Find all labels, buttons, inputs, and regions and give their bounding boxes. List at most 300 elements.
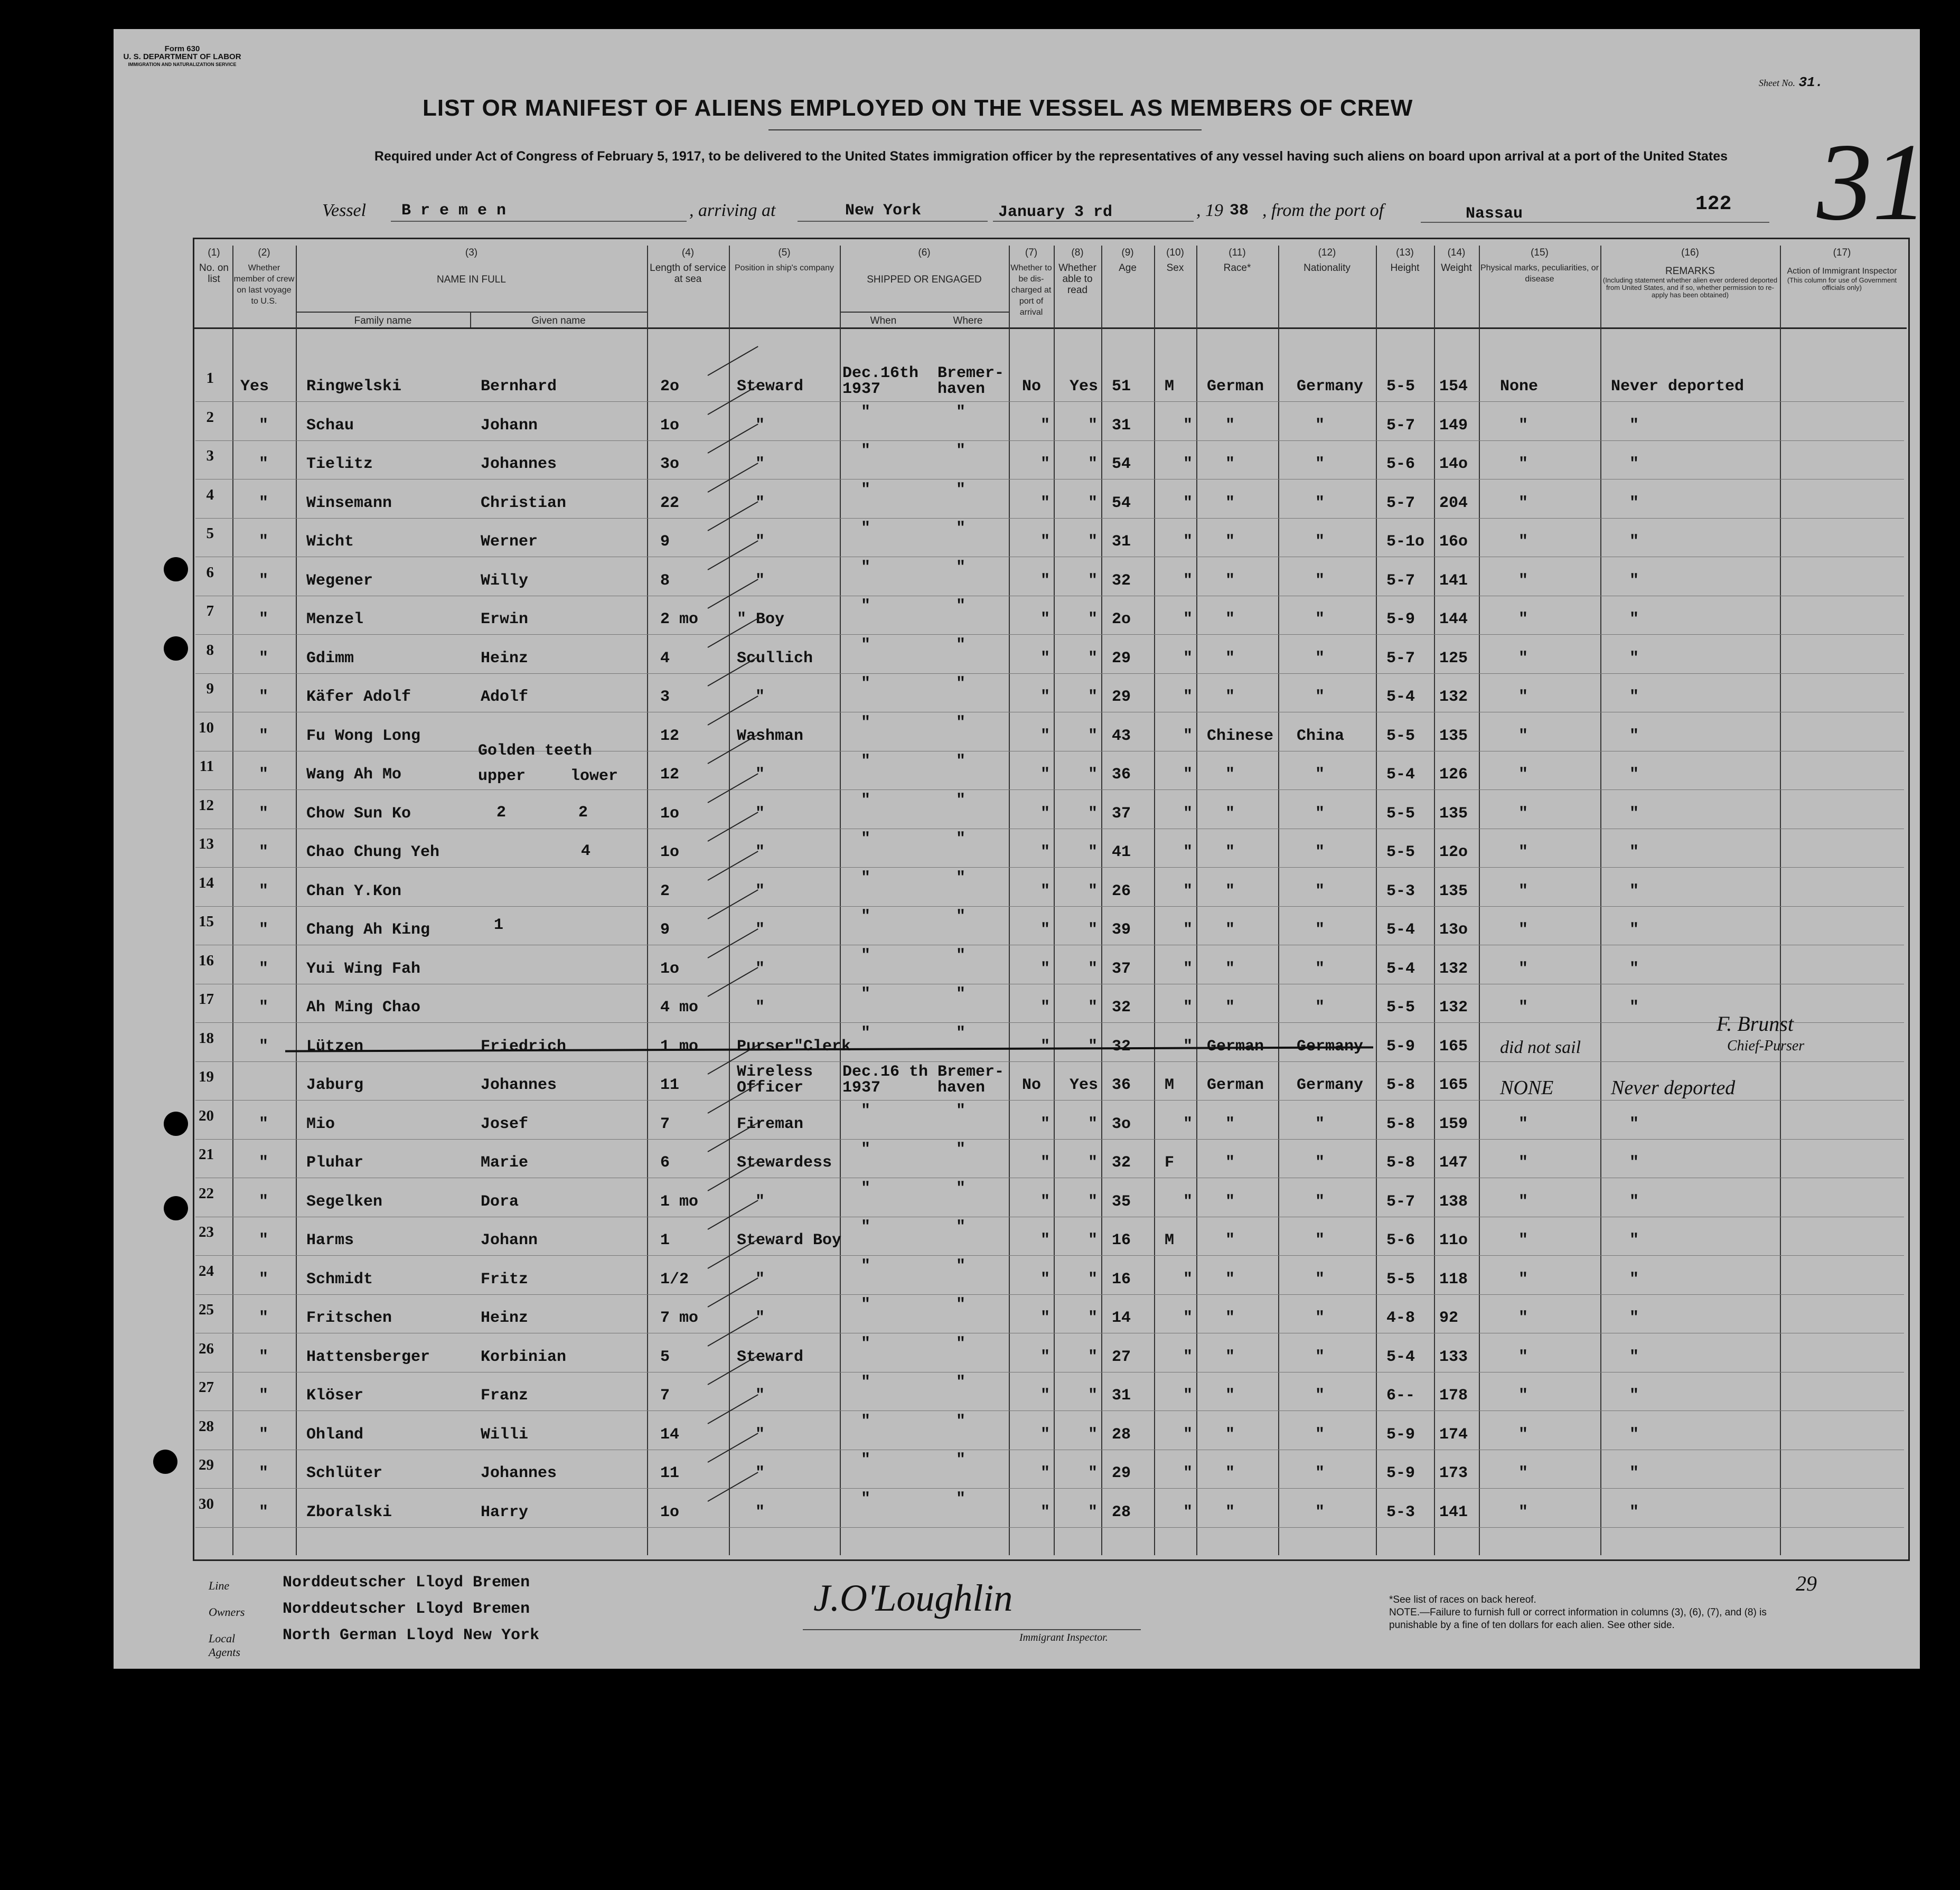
row-number: 29	[199, 1456, 214, 1473]
cell-where: "	[956, 791, 966, 810]
cell-prev: "	[259, 610, 269, 628]
cell-family: Pluhar	[306, 1154, 364, 1172]
row-rule	[195, 789, 1904, 790]
cell-service: 1 mo	[660, 1192, 699, 1211]
column-label: Sex	[1166, 262, 1184, 274]
cell-nationality: "	[1315, 1348, 1325, 1366]
cell-marks: "	[1518, 1309, 1528, 1327]
cell-race: "	[1225, 1192, 1235, 1211]
cell-service: 1o	[660, 843, 680, 861]
cell-race: German	[1207, 1076, 1264, 1094]
cell-marks: "	[1518, 1464, 1528, 1482]
cell-position: "	[755, 533, 765, 551]
cell-when: "	[861, 1024, 871, 1042]
column-header	[1434, 247, 1479, 274]
cell-remarks: "	[1629, 727, 1639, 745]
column-label: Nationality	[1303, 262, 1351, 274]
cell-race: "	[1225, 1309, 1235, 1327]
races-note: *See list of races on back hereof.	[1389, 1594, 1536, 1605]
cell-sex: "	[1183, 1387, 1193, 1405]
cell-height: 5-4	[1386, 688, 1415, 706]
cell-position: "	[755, 1503, 765, 1521]
cell-sex: "	[1183, 1270, 1193, 1289]
cell-when: "	[861, 636, 871, 654]
cell-nationality: "	[1315, 960, 1325, 978]
cell-when: "	[861, 520, 871, 538]
row-rule	[195, 1527, 1904, 1528]
column-subheader: Given name	[531, 315, 586, 326]
cell-height: 6--	[1386, 1387, 1415, 1405]
cell-prev: "	[259, 727, 269, 745]
cell-race: "	[1225, 1425, 1235, 1444]
cell-race: "	[1225, 1503, 1235, 1521]
cell-where: "	[956, 675, 966, 693]
cell-discharge: "	[1040, 455, 1051, 473]
teeth-note-title: Golden teeth	[478, 742, 593, 760]
cell-position: Steward	[737, 378, 804, 396]
cell-weight: 141	[1439, 571, 1468, 590]
cell-prev: "	[259, 1464, 269, 1482]
column-number: (11)	[1228, 247, 1246, 258]
cell-nationality: "	[1315, 494, 1325, 512]
cell-where: "	[956, 597, 966, 615]
cell-race: Chinese	[1207, 727, 1274, 745]
cell-remarks: Never deported	[1611, 378, 1745, 396]
cell-position: "	[755, 1387, 765, 1405]
cell-service: 7	[660, 1387, 670, 1405]
cell-remarks: "	[1629, 649, 1639, 667]
cell-family: Fu Wong Long	[306, 727, 421, 745]
cell-where: "	[956, 830, 966, 848]
cell-family: Ohland	[306, 1425, 364, 1444]
cell-remarks: "	[1629, 960, 1639, 978]
cell-remarks: "	[1629, 1425, 1639, 1444]
chief-purser-signature: F. Brunst	[1717, 1012, 1794, 1036]
cell-family: Chow Sun Ko	[306, 804, 411, 823]
department: U. S. DEPARTMENT OF LABOR	[123, 52, 241, 61]
cell-prev: "	[259, 494, 269, 512]
cell-race: "	[1225, 571, 1235, 590]
cell-height: 5-9	[1386, 1425, 1415, 1444]
cell-given: Dora	[481, 1192, 519, 1211]
row-number: 22	[199, 1184, 214, 1202]
cell-race: "	[1225, 1115, 1235, 1133]
year-prefix: , 19	[1196, 201, 1223, 220]
row-rule	[195, 634, 1904, 635]
cell-sex: "	[1183, 999, 1193, 1017]
cell-when: "	[861, 753, 871, 770]
cell-position: "	[755, 921, 765, 939]
cell-nationality: "	[1315, 804, 1325, 823]
cell-service: 6	[660, 1154, 670, 1172]
cell-age: 26	[1112, 882, 1131, 900]
cell-read: "	[1088, 960, 1098, 978]
cell-remarks: "	[1629, 1387, 1639, 1405]
cell-prev: "	[259, 1154, 269, 1172]
cell-family: Gdimm	[306, 649, 354, 667]
cell-weight: 118	[1439, 1270, 1468, 1289]
cell-age: 29	[1112, 688, 1131, 706]
cell-remarks: "	[1629, 416, 1639, 435]
cell-marks: "	[1518, 416, 1528, 435]
cell-remarks: "	[1629, 1231, 1639, 1249]
cell-age: 14	[1112, 1309, 1131, 1327]
cell-discharge: "	[1040, 416, 1051, 435]
cell-when: "	[861, 558, 871, 577]
cell-race: German	[1207, 1037, 1264, 1056]
row-number: 21	[199, 1146, 214, 1163]
teeth-r12-upper: 2	[496, 804, 507, 822]
cell-discharge: "	[1040, 1503, 1051, 1521]
cell-prev: "	[259, 804, 269, 823]
cell-where: "	[956, 1218, 966, 1236]
cell-when: "	[861, 675, 871, 693]
cell-race: "	[1225, 533, 1235, 551]
row-rule	[195, 1100, 1904, 1101]
cell-race: "	[1225, 416, 1235, 435]
column-header	[647, 247, 729, 285]
sheet-value: 31.	[1798, 74, 1824, 90]
cell-read: "	[1088, 416, 1098, 435]
cell-remarks: "	[1629, 1348, 1639, 1366]
cell-read: "	[1088, 1115, 1098, 1133]
agents-value: North German Lloyd New York	[283, 1626, 540, 1644]
cell-weight: 144	[1439, 610, 1468, 628]
cell-weight: 165	[1439, 1076, 1468, 1094]
cell-family: Ringwelski	[306, 378, 402, 396]
cell-where: "	[956, 636, 966, 654]
row-number: 5	[206, 525, 214, 542]
cell-remarks: "	[1629, 571, 1639, 590]
cell-age: 31	[1112, 416, 1131, 435]
cell-race: "	[1225, 610, 1235, 628]
cell-remarks: "	[1629, 1192, 1639, 1211]
cell-service: 2	[660, 882, 670, 900]
cell-where: "	[956, 558, 966, 577]
cell-age: 51	[1112, 378, 1131, 396]
row-number: 27	[199, 1379, 214, 1396]
cell-where: "	[956, 1102, 966, 1120]
cell-service: 7 mo	[660, 1309, 699, 1327]
cell-nationality: "	[1315, 1270, 1325, 1289]
cell-family: Ah Ming Chao	[306, 999, 421, 1017]
column-number: (9)	[1121, 247, 1134, 258]
cell-position: "	[755, 1309, 765, 1327]
cell-weight: 132	[1439, 688, 1468, 706]
cell-read: "	[1088, 1037, 1098, 1056]
cell-discharge: "	[1040, 610, 1051, 628]
cell-read: "	[1088, 1387, 1098, 1405]
cell-weight: 141	[1439, 1503, 1468, 1521]
cell-position: "	[755, 999, 765, 1017]
corner-mark: 29	[1796, 1572, 1817, 1595]
cell-discharge: "	[1040, 1270, 1051, 1289]
column-label: Age	[1119, 262, 1137, 274]
cell-read: "	[1088, 610, 1098, 628]
cell-position: Steward	[737, 1348, 804, 1366]
column-subheader: Family name	[354, 315, 412, 326]
cell-sex: "	[1183, 416, 1193, 435]
cell-marks: "	[1518, 1231, 1528, 1249]
cell-family: Schlüter	[306, 1464, 383, 1482]
column-number: (1)	[208, 247, 220, 258]
cell-service: 22	[660, 494, 680, 512]
column-divider	[647, 246, 648, 1555]
cell-remarks: "	[1629, 766, 1639, 784]
cell-where: "	[956, 1179, 966, 1198]
cell-race: "	[1225, 1348, 1235, 1366]
cell-position: Steward Boy	[737, 1231, 842, 1249]
cell-prev: "	[259, 1348, 269, 1366]
form-number: Form 630	[164, 44, 200, 53]
cell-read: "	[1088, 766, 1098, 784]
cell-position: "	[755, 1425, 765, 1444]
cell-where: "	[956, 1257, 966, 1275]
cell-discharge: "	[1040, 766, 1051, 784]
cell-sex: "	[1183, 688, 1193, 706]
cell-remarks: "	[1629, 1464, 1639, 1482]
cell-discharge: "	[1040, 843, 1051, 861]
line-label: Line	[209, 1579, 230, 1592]
cell-discharge: "	[1040, 999, 1051, 1017]
row-number: 10	[199, 719, 214, 736]
cell-race: "	[1225, 1464, 1235, 1482]
cell-family: Chang Ah King	[306, 921, 430, 939]
cell-position: "	[755, 455, 765, 473]
penalty-note: NOTE.—Failure to furnish full or correct information in columns (3), (6), (7), and (8) is punishable by a fine of ten dollars for each alien. See other side.	[1389, 1607, 1767, 1631]
column-number: (16)	[1681, 247, 1699, 258]
cell-service: 2o	[660, 378, 680, 396]
row-number: 26	[199, 1340, 214, 1357]
cell-discharge: "	[1040, 494, 1051, 512]
column-label: Race*	[1223, 262, 1251, 274]
column-label: Action of Immigrant Inspector	[1787, 267, 1897, 276]
cell-remarks: "	[1629, 455, 1639, 473]
cell-read: "	[1088, 1154, 1098, 1172]
column-label: NAME IN FULL	[437, 274, 506, 285]
cell-prev: "	[259, 1115, 269, 1133]
cell-weight: 132	[1439, 960, 1468, 978]
cell-given: Willy	[481, 571, 529, 590]
column-header	[1054, 247, 1101, 296]
cell-nationality: "	[1315, 1503, 1325, 1521]
column-divider	[1600, 246, 1601, 1555]
cell-where: Bremer-haven	[937, 1063, 1005, 1097]
cell-given: Marie	[481, 1154, 529, 1172]
cell-service: 4	[660, 649, 670, 667]
column-number: (17)	[1833, 247, 1851, 258]
cell-race: "	[1225, 1270, 1235, 1289]
cell-weight: 133	[1439, 1348, 1468, 1366]
cell-when: "	[861, 791, 871, 810]
column-number: (13)	[1396, 247, 1414, 258]
cell-sex: "	[1183, 1115, 1193, 1133]
cell-nationality: "	[1315, 455, 1325, 473]
cell-age: 54	[1112, 494, 1131, 512]
row-number: 6	[206, 563, 214, 581]
row-number: 9	[206, 680, 214, 697]
cell-height: 5-5	[1386, 378, 1415, 396]
cell-where: "	[956, 481, 966, 499]
column-divider	[296, 246, 297, 1555]
cell-position: "	[755, 804, 765, 823]
cell-marks: "	[1518, 1425, 1528, 1444]
cell-nationality: "	[1315, 571, 1325, 590]
cell-nationality: Germany	[1297, 1076, 1364, 1094]
column-label: Whether to be dis-charged at port of arrival	[1010, 264, 1052, 317]
cell-age: 36	[1112, 1076, 1131, 1094]
cell-service: 11	[660, 1076, 680, 1094]
cell-read: "	[1088, 1503, 1098, 1521]
arrival-port: New York	[845, 202, 922, 220]
cell-prev: "	[259, 960, 269, 978]
cell-prev: "	[259, 766, 269, 784]
cell-service: 14	[660, 1425, 680, 1444]
column-header	[729, 247, 840, 274]
cell-prev: "	[259, 416, 269, 435]
vessel-name: B r e m e n	[401, 202, 507, 220]
teeth-note-lower: lower	[570, 767, 618, 785]
cell-given: Fritz	[481, 1270, 529, 1289]
cell-where: "	[956, 520, 966, 538]
cell-read: "	[1088, 727, 1098, 745]
cell-remarks: "	[1629, 533, 1639, 551]
cell-remarks: "	[1629, 1309, 1639, 1327]
cell-marks: None	[1500, 378, 1539, 396]
cell-where: "	[956, 713, 966, 732]
cell-family: Lützen	[306, 1037, 364, 1056]
cell-height: 5-7	[1386, 649, 1415, 667]
column-number: (8)	[1071, 247, 1084, 258]
cell-nationality: "	[1315, 688, 1325, 706]
cell-family: Wegener	[306, 571, 373, 590]
cell-when: "	[861, 1334, 871, 1353]
cell-marks: "	[1518, 727, 1528, 745]
cell-weight: 204	[1439, 494, 1468, 512]
cell-discharge: "	[1040, 960, 1051, 978]
cell-position: Scullich	[737, 649, 813, 667]
cell-sex: M	[1165, 1231, 1175, 1249]
cell-discharge: "	[1040, 1115, 1051, 1133]
cell-nationality: "	[1315, 610, 1325, 628]
cell-height: 5-4	[1386, 766, 1415, 784]
cell-discharge: "	[1040, 882, 1051, 900]
cell-where: "	[956, 1334, 966, 1353]
cell-height: 5-4	[1386, 1348, 1415, 1366]
cell-weight: 149	[1439, 416, 1468, 435]
cell-read: "	[1088, 1425, 1098, 1444]
cell-height: 5-5	[1386, 1270, 1415, 1289]
cell-position: "	[755, 1464, 765, 1482]
cell-nationality: Germany	[1297, 378, 1364, 396]
cell-age: 16	[1112, 1270, 1131, 1289]
sub-header-rule	[840, 312, 1009, 313]
cell-given: Adolf	[481, 688, 529, 706]
column-header	[195, 247, 232, 285]
cell-nationality: "	[1315, 533, 1325, 551]
cell-age: 28	[1112, 1503, 1131, 1521]
cell-given: Erwin	[481, 610, 529, 628]
cell-where: "	[956, 1374, 966, 1391]
cell-prev: "	[259, 1037, 269, 1056]
cell-height: 5-6	[1386, 455, 1415, 473]
teeth-r13-lower: 4	[581, 842, 591, 860]
column-number: (14)	[1447, 247, 1466, 258]
cell-marks: "	[1518, 610, 1528, 628]
cell-discharge: "	[1040, 649, 1051, 667]
cell-when: "	[861, 985, 871, 1003]
punch-hole	[153, 1450, 177, 1474]
column-divider	[729, 246, 730, 1555]
cell-height: 5-1o	[1386, 533, 1425, 551]
cell-weight: 135	[1439, 727, 1468, 745]
cell-age: 29	[1112, 1464, 1131, 1482]
cell-where: "	[956, 753, 966, 770]
cell-sex: "	[1183, 610, 1193, 628]
row-rule	[195, 1488, 1904, 1489]
cell-nationality: "	[1315, 921, 1325, 939]
cell-height: 5-5	[1386, 727, 1415, 745]
cell-where: "	[956, 1296, 966, 1314]
cell-height: 5-7	[1386, 494, 1415, 512]
cell-nationality: "	[1315, 843, 1325, 861]
cell-sex: "	[1183, 1464, 1193, 1482]
cell-remarks: "	[1629, 1154, 1639, 1172]
cell-race: "	[1225, 688, 1235, 706]
cell-age: 2o	[1112, 610, 1131, 628]
cell-nationality: "	[1315, 1154, 1325, 1172]
cell-read: "	[1088, 999, 1098, 1017]
column-header	[232, 247, 296, 307]
cell-prev: "	[259, 1192, 269, 1211]
cell-sex: "	[1183, 1309, 1193, 1327]
cell-nationality: "	[1315, 882, 1325, 900]
cell-height: 5-7	[1386, 571, 1415, 590]
cell-position: "	[755, 1270, 765, 1289]
column-number: (2)	[258, 247, 270, 258]
inspector-label: Immigrant Inspector.	[1019, 1632, 1108, 1643]
form-id	[98, 45, 267, 69]
cell-marks: "	[1518, 843, 1528, 861]
chief-purser-title: Chief-Purser	[1727, 1038, 1805, 1054]
cell-weight: 132	[1439, 999, 1468, 1017]
cell-service: 4 mo	[660, 999, 699, 1017]
column-number: (6)	[918, 247, 931, 258]
cell-discharge: "	[1040, 921, 1051, 939]
cell-when: "	[861, 1451, 871, 1469]
cell-family: Klöser	[306, 1387, 364, 1405]
sub-header-rule	[296, 312, 647, 313]
cell-sex: M	[1165, 1076, 1175, 1094]
column-label: Position in ship's company	[734, 264, 834, 272]
cell-family: Mio	[306, 1115, 335, 1133]
cell-given: Werner	[481, 533, 538, 551]
cell-weight: 165	[1439, 1037, 1468, 1056]
teeth-note-upper: upper	[478, 767, 526, 785]
cell-read: "	[1088, 1270, 1098, 1289]
cell-family: Winsemann	[306, 494, 392, 512]
service: IMMIGRATION AND NATURALIZATION SERVICE	[128, 62, 237, 67]
cell-prev: "	[259, 1309, 269, 1327]
cell-remarks: "	[1629, 882, 1639, 900]
cell-height: 5-9	[1386, 1464, 1415, 1482]
column-divider	[1009, 246, 1010, 1555]
cell-sex: "	[1183, 1503, 1193, 1521]
cell-age: 54	[1112, 455, 1131, 473]
cell-where: Bremer-haven	[937, 364, 1005, 398]
sheet-number	[1759, 74, 1823, 90]
row-number: 1	[206, 370, 214, 387]
